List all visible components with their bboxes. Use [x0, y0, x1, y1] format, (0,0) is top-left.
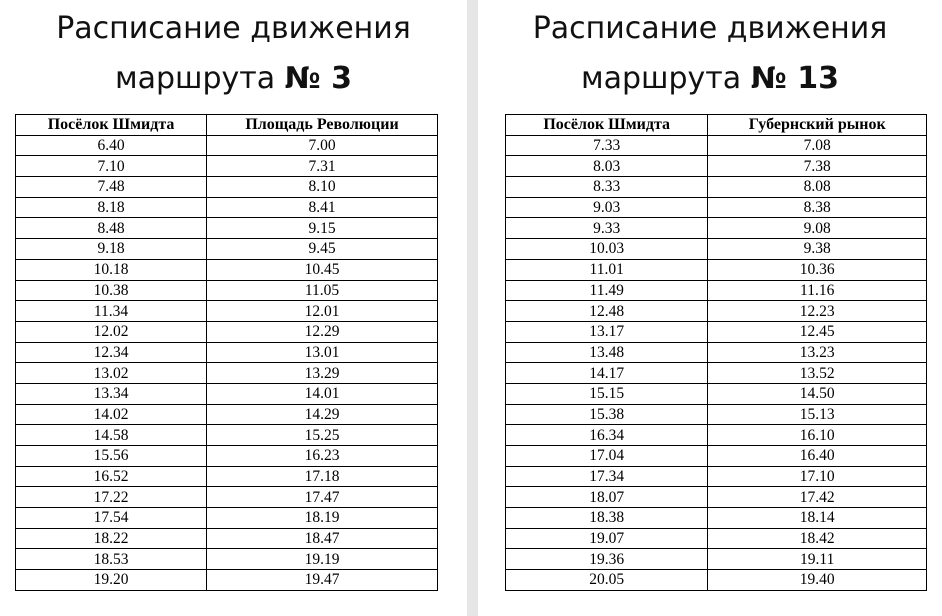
departure-time-cell: 15.15 [506, 383, 708, 404]
arrival-time-cell: 18.42 [708, 528, 927, 549]
arrival-time-cell: 11.05 [207, 280, 438, 301]
route-number: № 3 [284, 61, 353, 96]
page-divider [467, 0, 478, 616]
table-row [506, 570, 927, 591]
departure-time-cell: 8.33 [506, 177, 708, 198]
table-row [506, 487, 927, 508]
arrival-time-cell: 19.11 [708, 549, 927, 570]
table-row [16, 508, 438, 529]
arrival-time-cell: 17.42 [708, 487, 927, 508]
table-row [16, 156, 438, 177]
table-row [506, 218, 927, 239]
table-row [16, 404, 438, 425]
arrival-time-cell: 19.19 [207, 549, 438, 570]
arrival-time-cell: 19.47 [207, 570, 438, 591]
departure-time-cell: 19.07 [506, 528, 708, 549]
arrival-time-cell: 8.10 [207, 177, 438, 198]
table-row [16, 549, 438, 570]
departure-time-cell: 6.40 [16, 135, 207, 156]
arrival-time-cell: 15.25 [207, 425, 438, 446]
schedule-title-line2 [478, 62, 942, 96]
table-row [16, 425, 438, 446]
arrival-time-cell: 8.41 [207, 197, 438, 218]
departure-time-cell: 19.36 [506, 549, 708, 570]
departure-time-cell: 13.17 [506, 321, 708, 342]
arrival-time-cell: 12.01 [207, 301, 438, 322]
table-row [16, 342, 438, 363]
table-row [16, 280, 438, 301]
column-header: Посёлок Шмидта [506, 115, 708, 136]
arrival-time-cell: 13.01 [207, 342, 438, 363]
table-row [16, 466, 438, 487]
arrival-time-cell: 8.08 [708, 177, 927, 198]
table-header-row [506, 115, 927, 136]
departure-time-cell: 15.38 [506, 404, 708, 425]
departure-time-cell: 9.33 [506, 218, 708, 239]
arrival-time-cell: 18.47 [207, 528, 438, 549]
table-row [506, 549, 927, 570]
departure-time-cell: 18.38 [506, 508, 708, 529]
arrival-time-cell: 19.40 [708, 570, 927, 591]
table-body [506, 135, 927, 590]
arrival-time-cell: 12.29 [207, 321, 438, 342]
departure-time-cell: 10.18 [16, 259, 207, 280]
table-row [16, 218, 438, 239]
table-row [16, 487, 438, 508]
arrival-time-cell: 16.10 [708, 425, 927, 446]
departure-time-cell: 16.52 [16, 466, 207, 487]
table-row [506, 528, 927, 549]
departure-time-cell: 12.48 [506, 301, 708, 322]
arrival-time-cell: 17.10 [708, 466, 927, 487]
table-row [16, 363, 438, 384]
departure-time-cell: 7.10 [16, 156, 207, 177]
arrival-time-cell: 14.29 [207, 404, 438, 425]
arrival-time-cell: 11.16 [708, 280, 927, 301]
departure-time-cell: 14.02 [16, 404, 207, 425]
departure-time-cell: 8.03 [506, 156, 708, 177]
table-row [506, 321, 927, 342]
arrival-time-cell: 9.15 [207, 218, 438, 239]
table-row [506, 425, 927, 446]
table-header-row [16, 115, 438, 136]
departure-time-cell: 11.34 [16, 301, 207, 322]
arrival-time-cell: 9.08 [708, 218, 927, 239]
table-row [506, 197, 927, 218]
table-row [16, 259, 438, 280]
arrival-time-cell: 17.18 [207, 466, 438, 487]
arrival-time-cell: 12.45 [708, 321, 927, 342]
table-row [506, 404, 927, 425]
arrival-time-cell: 14.01 [207, 383, 438, 404]
table-row [16, 301, 438, 322]
table-row [16, 528, 438, 549]
departure-time-cell: 17.04 [506, 446, 708, 467]
departure-time-cell: 13.48 [506, 342, 708, 363]
table-row [506, 508, 927, 529]
arrival-time-cell: 9.45 [207, 239, 438, 260]
departure-time-cell: 8.18 [16, 197, 207, 218]
arrival-time-cell: 18.14 [708, 508, 927, 529]
departure-time-cell: 13.34 [16, 383, 207, 404]
table-row [16, 383, 438, 404]
arrival-time-cell: 13.29 [207, 363, 438, 384]
table-row [16, 321, 438, 342]
departure-time-cell: 8.48 [16, 218, 207, 239]
table-row [506, 280, 927, 301]
departure-time-cell: 9.18 [16, 239, 207, 260]
departure-time-cell: 10.38 [16, 280, 207, 301]
departure-time-cell: 17.34 [506, 466, 708, 487]
route-number: № 13 [750, 61, 839, 96]
arrival-time-cell: 7.31 [207, 156, 438, 177]
table-row [16, 446, 438, 467]
departure-time-cell: 17.54 [16, 508, 207, 529]
departure-time-cell: 10.03 [506, 239, 708, 260]
table-row [16, 197, 438, 218]
departure-time-cell: 17.22 [16, 487, 207, 508]
title-prefix: маршрута [114, 61, 285, 96]
departure-time-cell: 20.05 [506, 570, 708, 591]
arrival-time-cell: 7.08 [708, 135, 927, 156]
arrival-time-cell: 10.36 [708, 259, 927, 280]
arrival-time-cell: 7.00 [207, 135, 438, 156]
schedule-title-line1: Расписание движения [532, 11, 888, 46]
arrival-time-cell: 16.40 [708, 446, 927, 467]
arrival-time-cell: 10.45 [207, 259, 438, 280]
table-row [506, 301, 927, 322]
table-row [16, 177, 438, 198]
arrival-time-cell: 13.23 [708, 342, 927, 363]
departure-time-cell: 18.22 [16, 528, 207, 549]
schedule-table [505, 114, 927, 591]
schedule-table [15, 114, 438, 591]
departure-time-cell: 9.03 [506, 197, 708, 218]
arrival-time-cell: 13.52 [708, 363, 927, 384]
arrival-time-cell: 9.38 [708, 239, 927, 260]
departure-time-cell: 14.58 [16, 425, 207, 446]
table-row [506, 239, 927, 260]
table-row [506, 177, 927, 198]
table-row [506, 363, 927, 384]
table-row [16, 239, 438, 260]
arrival-time-cell: 16.23 [207, 446, 438, 467]
table-row [506, 259, 927, 280]
arrival-time-cell: 15.13 [708, 404, 927, 425]
column-header: Губернский рынок [708, 115, 927, 136]
departure-time-cell: 14.17 [506, 363, 708, 384]
table-body [16, 135, 438, 590]
arrival-time-cell: 12.23 [708, 301, 927, 322]
departure-time-cell: 15.56 [16, 446, 207, 467]
departure-time-cell: 7.48 [16, 177, 207, 198]
schedule-title-line1: Расписание движения [56, 11, 411, 46]
table-row [16, 135, 438, 156]
column-header: Посёлок Шмидта [16, 115, 207, 136]
departure-time-cell: 11.01 [506, 259, 708, 280]
table-row [506, 466, 927, 487]
schedule-title-line2 [0, 62, 467, 96]
table-row [506, 135, 927, 156]
title-prefix: маршрута [581, 61, 751, 96]
arrival-time-cell: 8.38 [708, 197, 927, 218]
table-row [506, 446, 927, 467]
table-row [16, 570, 438, 591]
departure-time-cell: 12.34 [16, 342, 207, 363]
column-header: Площадь Революции [207, 115, 438, 136]
table-row [506, 156, 927, 177]
departure-time-cell: 12.02 [16, 321, 207, 342]
departure-time-cell: 16.34 [506, 425, 708, 446]
departure-time-cell: 18.07 [506, 487, 708, 508]
departure-time-cell: 19.20 [16, 570, 207, 591]
departure-time-cell: 13.02 [16, 363, 207, 384]
departure-time-cell: 18.53 [16, 549, 207, 570]
table-row [506, 342, 927, 363]
departure-time-cell: 11.49 [506, 280, 708, 301]
departure-time-cell: 7.33 [506, 135, 708, 156]
arrival-time-cell: 14.50 [708, 383, 927, 404]
table-row [506, 383, 927, 404]
arrival-time-cell: 7.38 [708, 156, 927, 177]
arrival-time-cell: 18.19 [207, 508, 438, 529]
arrival-time-cell: 17.47 [207, 487, 438, 508]
